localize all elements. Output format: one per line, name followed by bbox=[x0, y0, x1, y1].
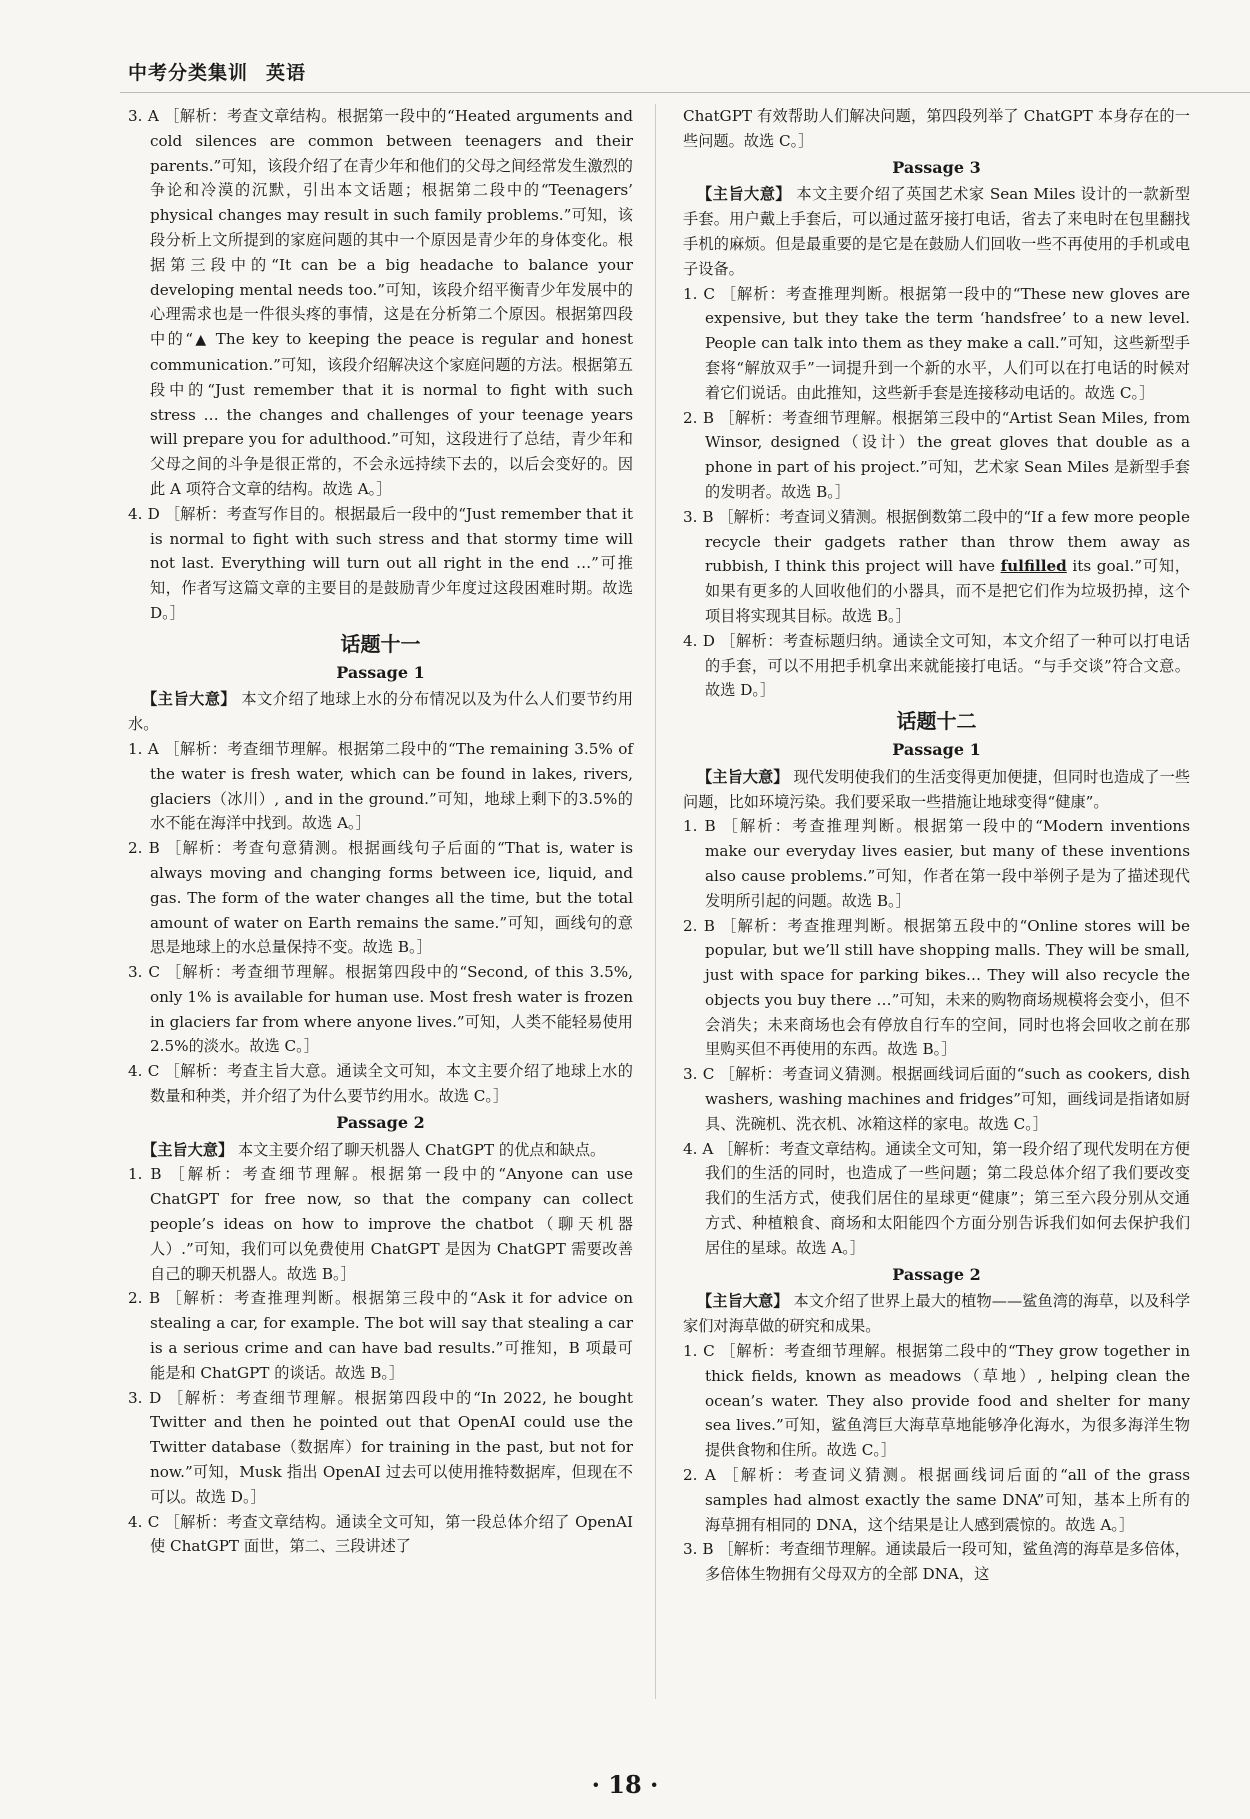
answer-item: 1. B ［解析：考查细节理解。根据第一段中的“Anyone can use ChatGPT for free now, so that the company can collect people’s ideas on how to improve the chatbot（聊天机器人）.”可知，我们可以免费使用 ChatGPT 是因为 ChatGPT 需要改善自己的聊天机器人。故选 B。］ bbox=[128, 1165, 633, 1283]
answer-text: its goal.”可知，如果有更多的人回收他们的小器具，而不是把它们作为垃圾扔掉，这个项目将实现其目标。故选 B。］ bbox=[705, 557, 1190, 625]
answer-item: 2. B ［解析：考查推理判断。根据第三段中的“Ask it for advice on stealing a car, for example. The bot will say that stealing a car is a serious crime and can have bad results.”可推知，B 项最可能是和 ChatGPT 的谈话。故选 B。］ bbox=[128, 1289, 633, 1382]
passage-title: Passage 1 bbox=[336, 662, 425, 682]
main-idea-label: 【主旨大意】 bbox=[142, 690, 237, 709]
main-idea-label: 【主旨大意】 bbox=[697, 767, 789, 786]
passage-title: Passage 2 bbox=[892, 1264, 981, 1284]
answer-item: 4. D ［解析：考查写作目的。根据最后一段中的“Just remember that it is normal to fight with such stress and that stormy time will not last. Everything will turn out all right in the end …”可推知，作者写这篇文章的主要目的是鼓励青少年度过这段困难时期。故选 D。］ bbox=[128, 504, 633, 622]
header-rule bbox=[120, 92, 1250, 93]
main-idea-label: 【主旨大意】 bbox=[142, 1140, 234, 1159]
answer-text: 3. B ［解析：考查词义猜测。根据倒数第二段中的“If a few more people recycle their gadgets rather than throw them away as rubbish, I think this project will have bbox=[683, 507, 1190, 576]
answer-continuation: ChatGPT 有效帮助人们解决问题，第四段列举了 ChatGPT 本身存在的一些问题。故选 C。］ bbox=[683, 107, 1190, 150]
answer-text: 3. A ［解析：考查文章结构。根据第一段中的“Heated arguments and cold silences are common between teenagers and their parents.”可知，该段介绍了在青少年和他们的父母之间经常发生激烈的争论和冷漠的沉默，引出本文话题；根据第二段中的“Teenagers’ physical changes may result in such family problems.”可知，该段分析上文所提到的家庭问题的其中一个原因是青少年的身体变化。根据第三段中的“It can be a big headache to balance your developing mental needs too.”可知，该段介绍平衡青少年发展中的心理需求也是一件很头疼的事情，这是在分析第二个原因。根据第四段中的“ bbox=[128, 107, 633, 349]
answer-item: 1. A ［解析：考查细节理解。根据第二段中的“The remaining 3.5% of the water is fresh water, which can be found in lakes, rivers, glaciers（冰川）, and in the ground.”可知，地球上剩下的3.5%的水不能在海洋中找到。故选 A。］ bbox=[128, 739, 633, 833]
answer-text: The key to keeping the peace is regular and honest communication.”可知，该段介绍解决这个家庭问题的方法。根据第五段中的“Just remember that it is normal to fight with such stress … the changes and challenges of your teenage years will prepare you for adulthood.”可知，这段进行了总结，青少年和父母之间的斗争是很正常的，不会永远持续下去的，以后会变好的。因此 A 项符合文章的结构。故选 A。］ bbox=[150, 330, 633, 498]
main-idea bbox=[128, 1138, 633, 1163]
answer-item: 2. B ［解析：考查细节理解。根据第三段中的“Artist Sean Miles, from Winsor, designed（设计）the great gloves that double as a phone in part of his project.”可知，艺术家 Sean Miles 是新型手套的发明者。故选 B。］ bbox=[683, 408, 1190, 501]
page-header bbox=[128, 58, 306, 85]
main-idea-text: 本文主要介绍了英国艺术家 Sean Miles 设计的一款新型手套。用户戴上手套后，可以通过蓝牙接打电话，省去了来电时在包里翻找手机的麻烦。但是最重要的是它是在鼓励人们回收一些不再使用的手机或电子设备。 bbox=[683, 185, 1191, 278]
answer-item: 1. C ［解析：考查推理判断。根据第一段中的“These new gloves are expensive, but they take the term ‘handsfree’ to a new level. People can talk into them as they make a call.”可知，这些新型手套将“解放双手”一词提升到一个新的水平，人们可以在打电话的时候对着它们说话。由此推知，这些新手套是连接移动电话的。故选 C。］ bbox=[683, 284, 1190, 402]
underlined-word: fulfilled bbox=[1000, 557, 1067, 576]
main-idea bbox=[683, 1289, 1190, 1339]
main-idea-label: 【主旨大意】 bbox=[697, 185, 792, 204]
answer-item: 3. D ［解析：考查细节理解。根据第四段中的“In 2022, he bought Twitter and then he pointed out that OpenAI could use the Twitter database（数据库）for training in the past, but not for now.”可知，Musk 指出 OpenAI 过去可以使用推特数据库，但现在不可以。故选 D。］ bbox=[128, 1388, 633, 1506]
answer-item: 4. A ［解析：考查文章结构。通读全文可知，第一段介绍了现代发明在方便我们的生活的同时，也造成了一些问题；第二段总体介绍了我们要改变我们的生活方式，使我们居住的星球更“健康”；第三至六段分别从交通方式、种植粮食、商场和太阳能四个方面分别告诉我们如何去保护我们居住的星球。故选 A。］ bbox=[683, 1139, 1190, 1257]
answer-item: 4. C ［解析：考查文章结构。通读全文可知，第一段总体介绍了 OpenAI 使 ChatGPT 面世，第二、三段讲述了 bbox=[128, 1512, 633, 1556]
main-idea-text: 本文介绍了世界上最大的植物——鲨鱼湾的海草，以及科学家们对海草做的研究和成果。 bbox=[683, 1292, 1191, 1336]
answer-item: 3. C ［解析：考查词义猜测。根据画线词后面的“such as cookers, dish washers, washing machines and fridges”可知，画线词是指诸如厨具、洗碗机、洗衣机、冰箱这样的家电。故选 C。］ bbox=[683, 1065, 1190, 1133]
triangle-icon: ▲ bbox=[192, 332, 209, 349]
main-idea bbox=[128, 687, 633, 737]
column-divider bbox=[655, 104, 656, 1699]
answer-item bbox=[683, 505, 1190, 629]
answer-item bbox=[128, 104, 633, 502]
answer-item: 2. A ［解析：考查词义猜测。根据画线词后面的“all of the grass samples had almost exactly the same DNA”可知，基本上所有的海草拥有相同的 DNA，这个结果是让人感到震惊的。故选 A。］ bbox=[683, 1466, 1190, 1534]
main-idea-text: 现代发明使我们的生活变得更加便捷，但同时也造成了一些问题，比如环境污染。我们要采取一些措施让地球变得“健康”。 bbox=[683, 767, 1191, 811]
passage-title: Passage 2 bbox=[336, 1112, 425, 1132]
main-idea-text: 本文介绍了地球上水的分布情况以及为什么人们要节约用水。 bbox=[128, 690, 634, 734]
main-idea bbox=[683, 182, 1190, 281]
topic-heading: 话题十二 bbox=[896, 709, 977, 734]
answer-item: 3. C ［解析：考查细节理解。根据第四段中的“Second, of this 3.5%, only 1% is available for human use. Most fresh water is frozen in glaciers far from where anyone lives.”可知，人类不能轻易使用 2.5%的淡水。故选 C。］ bbox=[128, 963, 633, 1056]
answer-item: 2. B ［解析：考查句意猜测。根据画线句子后面的“That is, water is always moving and changing forms between ice, liquid, and gas. The form of the water changes all the time, but the total amount of water on Earth remains the same.”可知，画线句的意思是地球上的水总量保持不变。故选 B。］ bbox=[128, 839, 633, 957]
answer-item: 1. C ［解析：考查细节理解。根据第二段中的“They grow together in thick fields, known as meadows（草地）, helping clean the ocean’s water. They also provide food and shelter for many sea lives.”可知，鲨鱼湾巨大海草草地能够净化海水，为很多海洋生物提供食物和住所。故选 C。］ bbox=[683, 1342, 1190, 1460]
right-column bbox=[683, 104, 1190, 1587]
answer-item: 4. D ［解析：考查标题归纳。通读全文可知，本文介绍了一种可以打电话的手套，可以不用把手机拿出来就能接打电话。“与手交谈”符合文意。故选 D。］ bbox=[683, 631, 1190, 700]
topic-heading: 话题十一 bbox=[340, 631, 421, 656]
answer-item: 3. B ［解析：考查细节理解。通读最后一段可知，鲨鱼湾的海草是多倍体，多倍体生物拥有父母双方的全部 DNA，这 bbox=[683, 1540, 1190, 1584]
subject-label: 英语 bbox=[266, 62, 307, 84]
passage-title: Passage 1 bbox=[892, 739, 981, 759]
main-idea bbox=[683, 765, 1190, 815]
main-idea-text: 本文主要介绍了聊天机器人 ChatGPT 的优点和缺点。 bbox=[233, 1140, 606, 1159]
left-column bbox=[128, 104, 633, 1559]
answer-item: 1. B ［解析：考查推理判断。根据第一段中的“Modern inventions make our everyday lives easier, but many of these inventions also cause problems.”可知，作者在第一段中举例子是为了描述现代发明所引起的问题。故选 B。］ bbox=[683, 817, 1190, 910]
answer-item: 2. B ［解析：考查推理判断。根据第五段中的“Online stores will be popular, but we’ll still have shopping malls. They will be small, just with space for parking bikes… They will also recycle the objects you buy there …”可知，未来的购物商场规模将会变小，但不会消失；未来商场也会有停放自行车的空间，同时也将会回收之前在那里购买但不再使用的东西。故选 B。］ bbox=[683, 916, 1190, 1059]
book-title: 中考分类集训 bbox=[128, 62, 249, 84]
main-idea-label: 【主旨大意】 bbox=[697, 1292, 789, 1311]
answer-item: 4. C ［解析：考查主旨大意。通读全文可知，本文主要介绍了地球上水的数量和种类，并介绍了为什么要节约用水。故选 C。］ bbox=[128, 1062, 633, 1106]
page-number: · 18 · bbox=[591, 1770, 659, 1799]
passage-title: Passage 3 bbox=[892, 157, 981, 177]
